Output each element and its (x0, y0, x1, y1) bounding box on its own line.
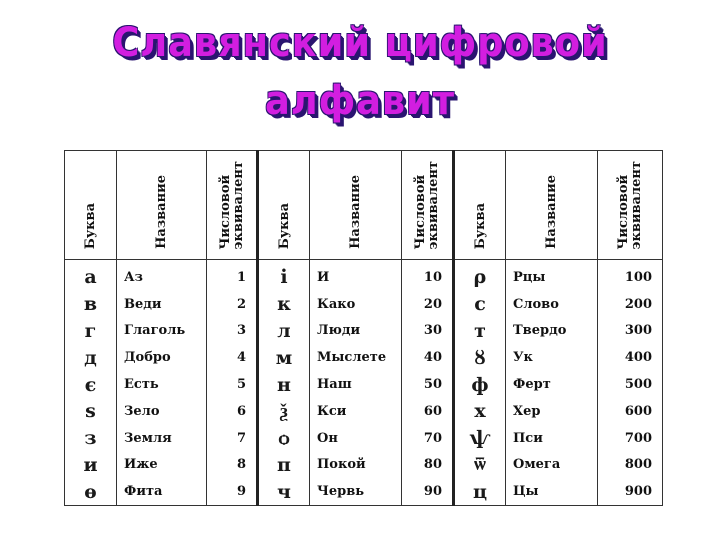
table-row (65, 318, 663, 345)
table-header-row (65, 151, 663, 260)
number-cell: 400 (598, 344, 663, 371)
number-cell: 200 (598, 291, 663, 318)
table-row (65, 478, 663, 505)
name-cell: Червь (310, 478, 402, 505)
name-cell: Зело (117, 398, 207, 425)
name-cell: Фита (117, 478, 207, 505)
number-cell: 600 (598, 398, 663, 425)
number-cell: 90 (402, 478, 454, 505)
letter-cell: ѿ (454, 452, 506, 479)
column-header-name-3 (506, 151, 598, 260)
letter-cell: м (258, 344, 310, 371)
column-header-name-1 (117, 151, 207, 260)
name-cell: Пси (506, 425, 598, 452)
column-header-label: Название (348, 175, 363, 249)
letter-cell: і (258, 260, 310, 291)
alphabet-table (64, 150, 663, 506)
table-body (65, 260, 663, 506)
letter-cell: с (454, 291, 506, 318)
name-cell: Он (310, 425, 402, 452)
letter-cell: ф (454, 371, 506, 398)
name-cell: Аз (117, 260, 207, 291)
name-cell: И (310, 260, 402, 291)
letter-cell: к (258, 291, 310, 318)
column-header-label: Числовой эквивалент (413, 160, 441, 249)
number-cell: 3 (207, 318, 258, 345)
number-cell: 500 (598, 371, 663, 398)
letter-cell: ѱ (454, 425, 506, 452)
name-cell: Наш (310, 371, 402, 398)
column-header-letter-3 (454, 151, 506, 260)
name-cell: Кси (310, 398, 402, 425)
table-row (65, 371, 663, 398)
number-cell: 5 (207, 371, 258, 398)
number-cell: 800 (598, 452, 663, 479)
letter-cell: ѻ (258, 425, 310, 452)
number-cell: 20 (402, 291, 454, 318)
column-header-label: Название (544, 175, 559, 249)
column-header-letter-1 (65, 151, 117, 260)
letter-cell: п (258, 452, 310, 479)
letter-cell: и (65, 452, 117, 479)
number-cell: 40 (402, 344, 454, 371)
letter-cell: л (258, 318, 310, 345)
column-header-letter-2 (258, 151, 310, 260)
number-cell: 300 (598, 318, 663, 345)
letter-cell: ч (258, 478, 310, 505)
number-cell: 700 (598, 425, 663, 452)
column-header-number-1 (207, 151, 258, 260)
name-cell: Како (310, 291, 402, 318)
letter-cell: ѯ (258, 398, 310, 425)
column-header-number-2 (402, 151, 454, 260)
letter-cell: н (258, 371, 310, 398)
number-cell: 80 (402, 452, 454, 479)
alphabet-table-container (64, 150, 662, 504)
letter-cell: ȣ (454, 344, 506, 371)
number-cell: 60 (402, 398, 454, 425)
name-cell: Мыслете (310, 344, 402, 371)
number-cell: 8 (207, 452, 258, 479)
letter-cell: ѕ (65, 398, 117, 425)
column-header-number-3 (598, 151, 663, 260)
column-header-label: Буква (276, 202, 292, 249)
number-cell: 100 (598, 260, 663, 291)
column-header-name-2 (310, 151, 402, 260)
name-cell: Есть (117, 371, 207, 398)
page-title-line2: алфавит (265, 78, 455, 124)
letter-cell: ѳ (65, 478, 117, 505)
name-cell: Покой (310, 452, 402, 479)
letter-cell: з (65, 425, 117, 452)
name-cell: Веди (117, 291, 207, 318)
column-header-label: Буква (83, 202, 98, 249)
name-cell: Хер (506, 398, 598, 425)
number-cell: 6 (207, 398, 258, 425)
name-cell: Земля (117, 425, 207, 452)
number-cell: 900 (598, 478, 663, 505)
table-row (65, 452, 663, 479)
number-cell: 70 (402, 425, 454, 452)
name-cell: Ук (506, 344, 598, 371)
letter-cell: а (65, 260, 117, 291)
name-cell: Рцы (506, 260, 598, 291)
number-cell: 50 (402, 371, 454, 398)
name-cell: Добро (117, 344, 207, 371)
table-row (65, 425, 663, 452)
table-row (65, 260, 663, 291)
column-header-label: Числовой эквивалент (616, 160, 644, 249)
letter-cell: г (65, 318, 117, 345)
letter-cell: ц (454, 478, 506, 505)
name-cell: Ферт (506, 371, 598, 398)
column-header-label: Название (154, 175, 169, 249)
name-cell: Люди (310, 318, 402, 345)
number-cell: 7 (207, 425, 258, 452)
name-cell: Глаголь (117, 318, 207, 345)
letter-cell: т (454, 318, 506, 345)
letter-cell: є (65, 371, 117, 398)
name-cell: Цы (506, 478, 598, 505)
number-cell: 1 (207, 260, 258, 291)
letter-cell: ρ (454, 260, 506, 291)
letter-cell: в (65, 291, 117, 318)
table-row (65, 291, 663, 318)
table-row (65, 398, 663, 425)
name-cell: Омега (506, 452, 598, 479)
column-header-label: Числовой эквивалент (217, 160, 246, 249)
name-cell: Твердо (506, 318, 598, 345)
page-title-line1: Славянский цифровой (112, 20, 608, 66)
table-row (65, 344, 663, 371)
letter-cell: д (65, 344, 117, 371)
number-cell: 10 (402, 260, 454, 291)
name-cell: Иже (117, 452, 207, 479)
letter-cell: х (454, 398, 506, 425)
number-cell: 9 (207, 478, 258, 505)
number-cell: 4 (207, 344, 258, 371)
column-header-label: Буква (472, 202, 488, 249)
name-cell: Слово (506, 291, 598, 318)
number-cell: 30 (402, 318, 454, 345)
number-cell: 2 (207, 291, 258, 318)
